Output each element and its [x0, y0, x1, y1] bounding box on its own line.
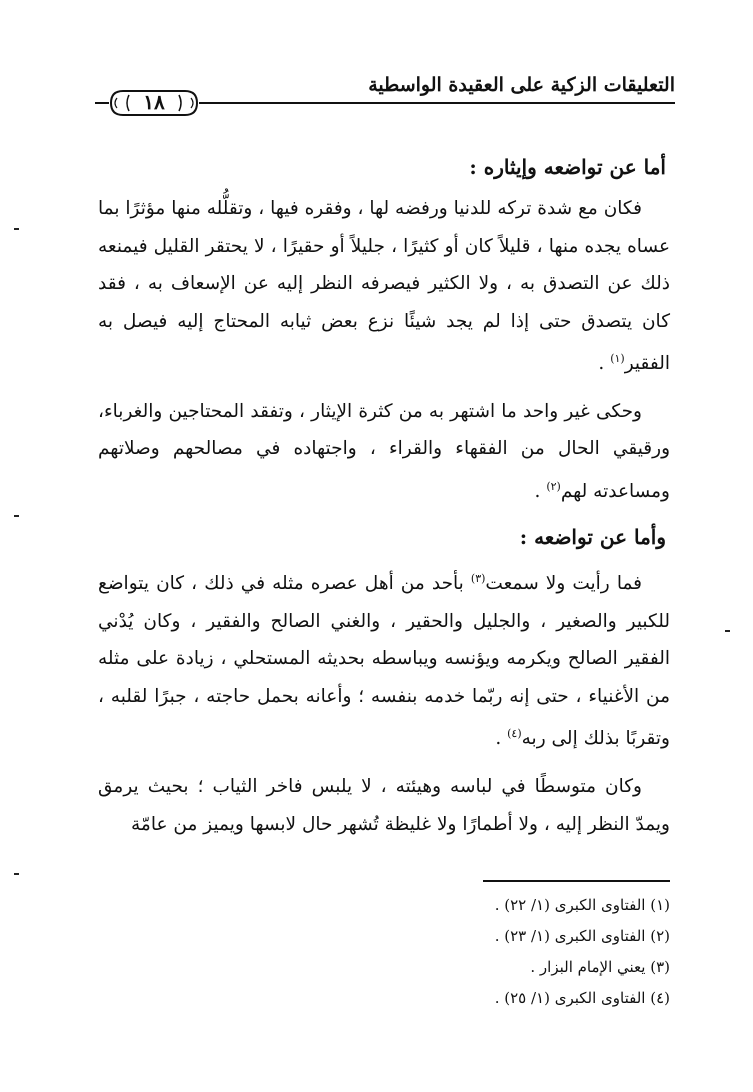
paragraph-tail: .: [534, 480, 547, 502]
footnote: (١) الفتاوى الكبرى (١/ ٢٢) .: [494, 896, 670, 914]
paragraph-tail: .: [495, 728, 508, 750]
main-text: [98, 150, 670, 853]
section-heading-humility: وأما عن تواضعه :: [519, 525, 666, 550]
footnote-ref: (١): [610, 352, 625, 365]
paragraph: [98, 393, 670, 511]
page-header: [95, 68, 675, 130]
paragraph-text: فكان مع شدة تركه للدنيا ورفضه لها ، وفقره فيها ، وتقلُّله منها مؤثرًا بما عساه يجده منها ، قليلاً كان أو كثيرًا ، جليلاً أو حقيرًا ، لا يحتقر القليل فيمنعه ذلك عن التصدق به ، ولا الكثير فيصرفه النظر إليه عن الإسعاف به ، فقد كان يتصدق حتى إذا لم يجد شيئًا نزع بعض ثيابه المحتاج إليه فيصل به الفقير: [98, 198, 670, 375]
paragraph-text: وكان متوسطًا في لباسه وهيئته ، لا يلبس فاخر الثياب ؛ بحيث يرمق ويمدّ النظر إليه ، ولا أطمارًا ولا غليظة تُشهر حال لابسها ويميز من عامّة: [98, 776, 670, 835]
footnote: (٢) الفتاوى الكبرى (١/ ٢٣) .: [494, 927, 670, 945]
page-number: ١٨: [143, 90, 165, 114]
paragraph-text: بأحد من أهل عصره مثله في ذلك ، كان يتواضع للكبير والصغير ، والجليل والحقير ، والغني الصالح والفقير ، وكان يُدْني الفقير الصالح ويكرمه ويؤنسه ويباسطه بحديثه المستحلي ، زيادة على مثله من الأغنياء ، حتى إنه ربّما خدمه بنفسه ؛ وأعانه بحمل حاجته ، جبرًا لقلبه ، وتقربًا بذلك إلى ربه: [98, 573, 670, 750]
paragraph: [98, 768, 670, 843]
footnote-ref: (٢): [546, 479, 561, 493]
scan-mark: [725, 630, 730, 632]
footnote: (٤) الفتاوى الكبرى (١/ ٢٥) .: [494, 989, 670, 1007]
footnote-ref: (٤): [507, 727, 522, 741]
scan-mark: [14, 873, 19, 875]
footnote: (٣) يعني الإمام البزار .: [530, 958, 670, 976]
paragraph-text: فما رأيت ولا سمعت: [485, 573, 642, 595]
paragraph-text: وحكى غير واحد ما اشتهر به من كثرة الإيثار ، وتفقد المحتاجين والغرباء، ورقيقي الحال من الفقهاء والقراء ، واجتهاده في مصالحهم وصلاتهم ومساعدته لهم: [98, 400, 670, 502]
section-heading-humility-altruism: أما عن تواضعه وإيثاره :: [469, 155, 666, 179]
running-title: التعليقات الزكية على العقيدة الواسطية: [368, 74, 675, 96]
scan-mark: [14, 228, 19, 230]
paragraph: [98, 560, 670, 758]
paragraph-tail: .: [598, 353, 611, 375]
paragraph: [98, 190, 670, 383]
footnote-separator: [483, 880, 670, 882]
scan-mark: [14, 515, 19, 517]
footnotes: [300, 890, 670, 1014]
page-number-ornament: [109, 88, 199, 118]
footnote-ref: (٣): [470, 572, 486, 586]
